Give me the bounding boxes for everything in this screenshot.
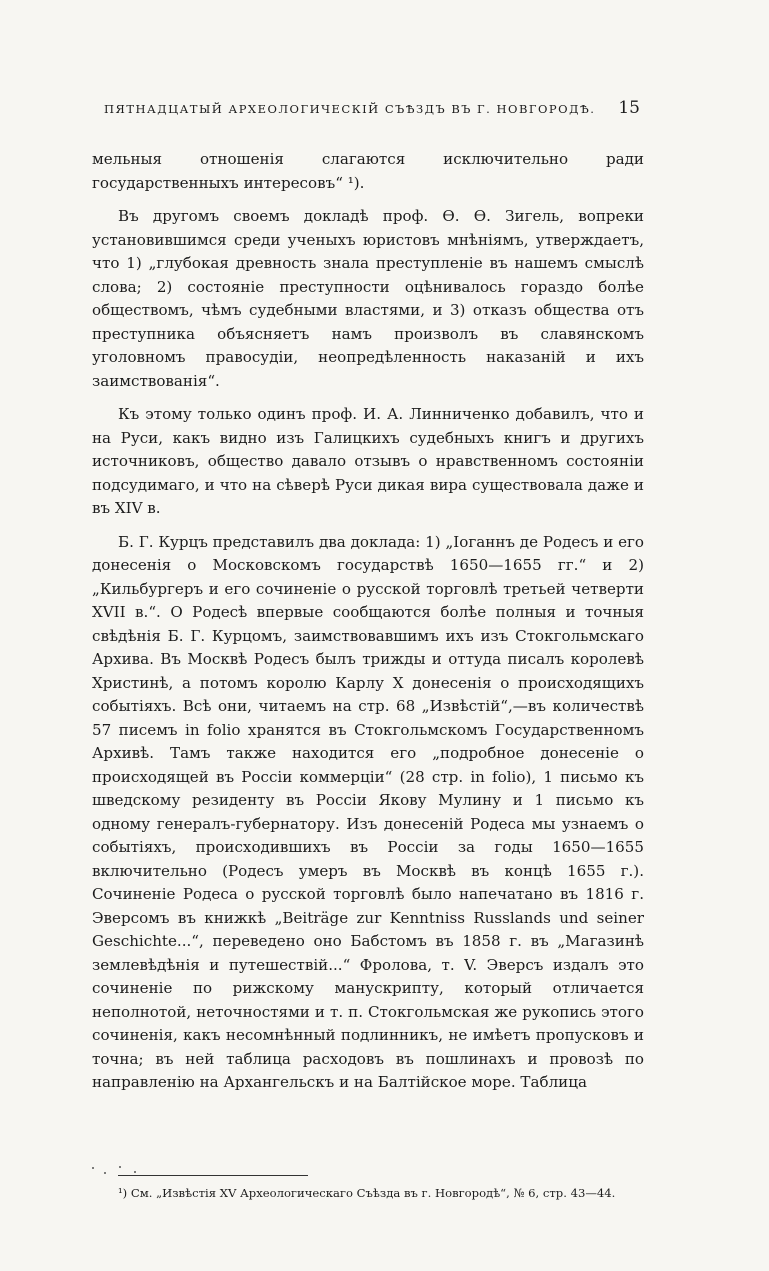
- paragraph-kurts: Б. Г. Курцъ представилъ два доклада: 1) „Іоганнъ де Родесъ и его донесенія о Московскомъ государствѣ 1650—1655 гг.“ и 2) „Кильбургеръ и его сочиненіе о русской торговлѣ третьей четверти XVII в.“. О Родесѣ впервые сообщаются болѣе полныя и точныя свѣдѣнія Б. Г. Курцомъ, заимствовавшимъ ихъ изъ Стокгольмскаго Архива. Въ Москвѣ Родесъ былъ трижды и оттуда писалъ королевѣ Христинѣ, а потомъ королю Карлу X донесенія о происходящихъ событіяхъ. Всѣ они, читаемъ на стр. 68 „Извѣстій“,—въ количествѣ 57 писемъ in folio хранятся въ Стокгольмскомъ Государственномъ Архивѣ. Тамъ также находится его „подробное донесеніе о происходящей въ Россіи коммерціи“ (28 стр. in folio), 1 письмо къ шведскому резиденту въ Россіи Якову Мулину и 1 письмо къ одному генералъ-губернатору. Изъ донесеній Родеса мы узнаемъ о событіяхъ, происходившихъ въ Россіи за годы 1650—1655 включительно (Родесъ умеръ въ Москвѣ въ концѣ 1655 г.). Сочиненіе Родеса о русской торговлѣ было напечатано въ 1816 г. Эверсомъ въ книжкѣ „Beiträge zur Kenntniss Russlands und seiner Geschichte...“, переведено оно Бабстомъ въ 1858 г. въ „Магазинѣ землевѣдѣнія и путешествій...“ Фролова, т. V. Эверсъ издалъ это сочиненіе по рижскому манускрипту, который отличается неполнотой, неточностями и т. п. Стокгольмская же рукопись этого сочиненія, какъ несомнѣнный подлинникъ, не имѣетъ пропусковъ и точна; въ ней таблица расходовъ въ пошлинахъ и провозѣ по направленію на Архангельскъ и на Балтійское море. Таблица: [92, 532, 644, 1091]
- paper-specks: [90, 1163, 150, 1177]
- body-text: [92, 148, 644, 1095]
- paragraph-zigel: Въ другомъ своемъ докладѣ проф. Ѳ. Ѳ. Зигель, вопреки установившимся среди ученыхъ юристовъ мнѣніямъ, утверждаетъ, что 1) „глубокая древность знала преступленіе въ нашемъ смыслѣ слова; 2) состояніе преступности оцѣнивалось гораздо болѣе обществомъ, чѣмъ судебными властями, и 3) отказъ общества отъ преступника объясняетъ намъ произволъ въ славянскомъ уголовномъ правосудіи, неопредѣленность наказаній и ихъ заимствованія“.: [92, 207, 644, 390]
- page-number: 15: [618, 98, 640, 118]
- document-page: [92, 98, 644, 1200]
- paragraph-continuation: мельныя отношенія слагаются исключительно ради государственныхъ интересовъ“ ¹).: [92, 150, 644, 192]
- running-head: ПЯТНАДЦАТЫЙ АРХЕОЛОГИЧЕСКІЙ СЪѢЗДЪ ВЪ Г. НОВГОРОДѢ.: [104, 102, 596, 116]
- page-header: [92, 98, 644, 118]
- footnote: ¹) См. „Извѣстія XV Археологическаго Съѣзда въ г. Новгородѣ“, № 6, стр. 43—44.: [118, 1186, 616, 1200]
- paragraph-linnichenko: Къ этому только одинъ проф. И. А. Линниченко добавилъ, что и на Руси, какъ видно изъ Галицкихъ судебныхъ книгъ и другихъ источниковъ, общество давало отзывъ о нравственномъ состояніи подсудимаго, и что на сѣверѣ Руси дикая вира существовала даже и въ XIV в.: [92, 405, 644, 517]
